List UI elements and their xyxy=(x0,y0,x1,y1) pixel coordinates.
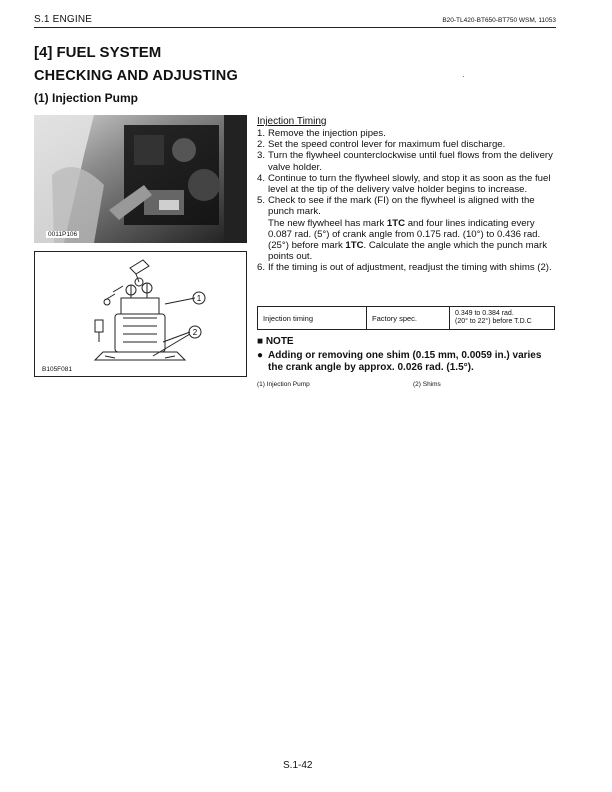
bullet-icon: ● xyxy=(257,350,264,361)
step-5: 5. Check to see if the mark (FI) on the flywheel is aligned with the punch mark. The new flywheel has mark 1TC and four lines indicating every 0.087 rad. (5°) of crank angle from 0.175 rad. (10°) to 0.436 rad. (25°) before mark 1TC. Calculate the angle which the punch mark points out. xyxy=(257,195,557,262)
step-6: 6. If the timing is out of adjustment, readjust the timing with shims (2). xyxy=(257,262,552,274)
callout-2-label: 2 xyxy=(192,328,198,337)
step-4: 4. Continue to turn the flywheel slowly, and stop it as soon as the fuel level at the tip of the delivery valve holder begins to increase. xyxy=(257,172,551,196)
spec-value-line1: 0.349 to 0.384 rad. xyxy=(455,310,514,317)
spec-item-cell: Injection timing xyxy=(258,307,367,330)
note-heading: ■ NOTE xyxy=(257,336,294,347)
spec-value-line2: (20° to 22°) before T.D.C xyxy=(455,318,532,325)
section-title: [4] FUEL SYSTEM xyxy=(34,44,162,61)
header-section: S.1 ENGINE xyxy=(34,14,93,25)
step-1: 1. Remove the injection pipes. xyxy=(257,128,386,139)
injection-pump-drawing xyxy=(35,252,246,376)
item-title: (1) Injection Pump xyxy=(34,91,139,105)
legend-item-1: (1) Injection Pump xyxy=(257,381,310,388)
step-2: 2. Set the speed control lever for maximum fuel discharge. xyxy=(257,139,506,151)
speck xyxy=(463,76,464,77)
note-body: ● Adding or removing one shim (0.15 mm, 0.0059 in.) varies the crank angle by approx. 0.026 rad. (1.5°). xyxy=(257,350,542,373)
table-row xyxy=(258,307,555,330)
header-divider xyxy=(34,27,556,28)
step-5-detail: The new flywheel has mark 1TC and four lines indicating every 0.087 rad. (5°) of crank angle from 0.175 rad. (10°) to 0.436 rad. (25°) before mark 1TC. Calculate the angle which the punch mark points out. xyxy=(268,217,547,263)
diagram-id-label: B105F081 xyxy=(42,366,72,373)
engine-photo-image xyxy=(34,115,247,243)
callout-1-label: 1 xyxy=(196,294,202,303)
injection-pump-diagram xyxy=(34,251,247,377)
legend-item-2: (2) Shims xyxy=(413,381,441,388)
header-doc-ref: B20-TL420-BT650-BT750 WSM, 11053 xyxy=(442,17,556,24)
injection-timing-title: Injection Timing xyxy=(257,116,327,127)
photo-id-label: 0011P106 xyxy=(48,231,78,238)
section-subtitle: CHECKING AND ADJUSTING xyxy=(34,68,238,84)
spec-table xyxy=(257,306,555,330)
step-3: 3. Turn the flywheel counterclockwise until fuel flows from the delivery valve holder. xyxy=(257,150,553,173)
spec-kind-cell: Factory spec. xyxy=(367,307,450,330)
page-number: S.1-42 xyxy=(283,760,313,771)
procedure-steps xyxy=(257,128,557,274)
spec-value-cell xyxy=(450,307,555,330)
note-square-icon: ■ xyxy=(257,336,264,347)
engine-photo xyxy=(34,115,247,243)
